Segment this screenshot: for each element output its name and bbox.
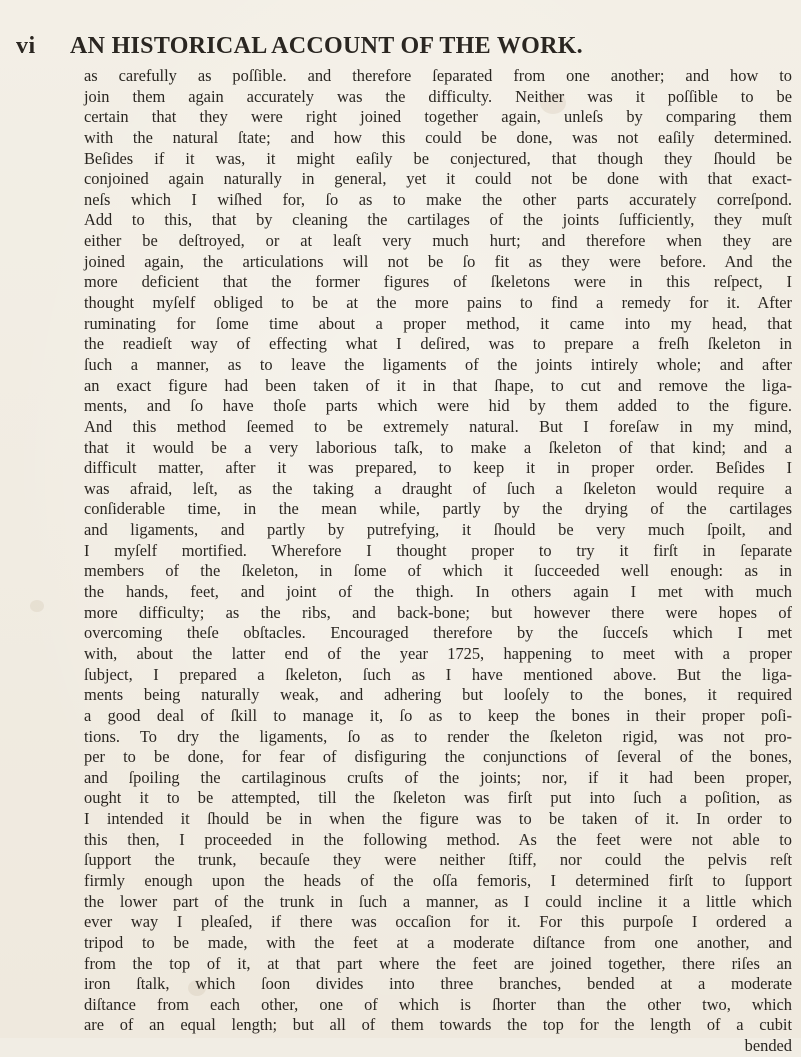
text-line: Add to this, that by cleaning the cartilages of the joints ſufficiently, they muſt xyxy=(84,210,792,230)
text-line: firmly enough upon the heads of the oſſa femoris, I determined firſt to ſupport xyxy=(84,870,792,890)
text-line: iron ſtalk, which ſoon divides into three branches, bended at a moderate xyxy=(84,974,792,994)
text-line: ruminating for ſome time about a proper method, it came into my head, that xyxy=(84,313,792,333)
text-line: that it would be a very laborious taſk, to make a ſkeleton of that kind; and a xyxy=(84,437,792,457)
text-line: from the top of it, at that part where the feet are joined together, there riſes an xyxy=(84,953,792,973)
page-number: vi xyxy=(16,33,36,59)
text-line: and ligaments, and partly by putrefying, it ſhould be very much ſpoilt, and xyxy=(84,520,792,540)
catchword: bended xyxy=(744,1036,792,1056)
text-line: this then, I proceeded in the following method. As the feet were not able to xyxy=(84,829,792,849)
text-line: an exact figure had been taken of it in that ſhape, to cut and remove the liga- xyxy=(84,375,792,395)
text-line: as carefully as poſſible. and therefore ſeparated from one another; and how to xyxy=(84,66,792,85)
text-line: overcoming theſe obſtacles. Encouraged therefore by the ſucceſs which I met xyxy=(84,623,792,643)
text-line: ſupport the trunk, becauſe they were neither ſtiff, nor could the pelvis reſt xyxy=(84,850,792,870)
text-line: ments being naturally weak, and adhering but looſely to the bones, it required xyxy=(84,685,792,705)
text-line: was afraid, leſt, as the taking a draught of ſuch a ſkeleton would require a xyxy=(84,478,792,498)
text-line: Beſides if it was, it might eaſily be conjectured, that though they ſhould be xyxy=(84,148,792,168)
text-line: tripod to be made, with the feet at a moderate diſtance from one another, and xyxy=(84,932,792,952)
text-line: conſiderable time, in the mean while, partly by the drying of the cartilages xyxy=(84,499,792,519)
text-line: conjoined again naturally in general, yet it could not be done with that exact- xyxy=(84,169,792,189)
text-line: ments, and ſo have thoſe parts which were hid by them added to the figure. xyxy=(84,396,792,416)
text-line: more difficulty; as the ribs, and back-bone; but however there were hopes of xyxy=(84,602,792,622)
text-line: neſs which I wiſhed for, ſo as to make the other parts accurately correſpond. xyxy=(84,189,792,209)
text-line: the hands, feet, and joint of the thigh. In others again I met with much xyxy=(84,582,792,602)
text-line: tions. To dry the ligaments, ſo as to render the ſkeleton rigid, was not pro- xyxy=(84,726,792,746)
text-line: with the natural ſtate; and how this could be done, was not eaſily determined. xyxy=(84,127,792,147)
text-line: And this method ſeemed to be extremely natural. But I foreſaw in my mind, xyxy=(84,416,792,436)
text-line: are of an equal length; but all of them towards the top for the length of a cubit xyxy=(84,1015,792,1035)
text-line: a good deal of ſkill to manage it, ſo as to keep the bones in their proper poſi- xyxy=(84,705,792,725)
text-line: per to be done, for fear of disfiguring the conjunctions of ſeveral of the bones, xyxy=(84,747,792,767)
text-line: joined again, the articulations will not be ſo fit as they were before. And the xyxy=(84,251,792,271)
text-line: members of the ſkeleton, in ſome of which it ſucceeded well enough: as in xyxy=(84,561,792,581)
text-line: certain that they were right joined together again, unleſs by comparing them xyxy=(84,107,792,127)
text-line: and ſpoiling the cartilaginous cruſts of the joints; nor, if it had been proper, xyxy=(84,767,792,787)
text-line: more deficient that the former figures of ſkeletons were in this reſpect, I xyxy=(84,272,792,292)
text-line: either be deſtroyed, or at leaſt very much hurt; and therefore when they are xyxy=(84,231,792,251)
text-line: the readieſt way of effecting what I deſired, was to prepare a freſh ſkeleton in xyxy=(84,334,792,354)
paper-stain xyxy=(30,600,44,612)
body-text xyxy=(84,66,792,1057)
text-line: thought myſelf obliged to be at the more pains to find a remedy for it. After xyxy=(84,293,792,313)
text-line: the lower part of the trunk in ſuch a manner, as I could incline it a little which xyxy=(84,891,792,911)
text-line: ever way I pleaſed, if there was occaſion for it. For this purpoſe I ordered a xyxy=(84,912,792,932)
text-line: ſubject, I prepared a ſkeleton, ſuch as I have mentioned above. But the liga- xyxy=(84,664,792,684)
running-head: AN HISTORICAL ACCOUNT OF THE WORK. xyxy=(70,33,583,59)
text-line: join them again accurately was the difficulty. Neither was it poſſible to be xyxy=(84,86,792,106)
text-line: ought it to be attempted, till the ſkeleton was firſt put into ſuch a poſition, as xyxy=(84,788,792,808)
text-line: ſuch a manner, as to leave the ligaments of the joints intirely whole; and after xyxy=(84,354,792,374)
text-line: difficult matter, after it was prepared, to keep it in proper order. Beſides I xyxy=(84,458,792,478)
text-line: diſtance from each other, one of which is ſhorter than the other two, which xyxy=(84,994,792,1014)
text-line: I myſelf mortified. Wherefore I thought proper to try it firſt in ſeparate xyxy=(84,540,792,560)
text-line: I intended it ſhould be in when the figure was to be taken of it. In order to xyxy=(84,809,792,829)
text-line: with, about the latter end of the year 1725, happening to meet with a proper xyxy=(84,643,792,663)
